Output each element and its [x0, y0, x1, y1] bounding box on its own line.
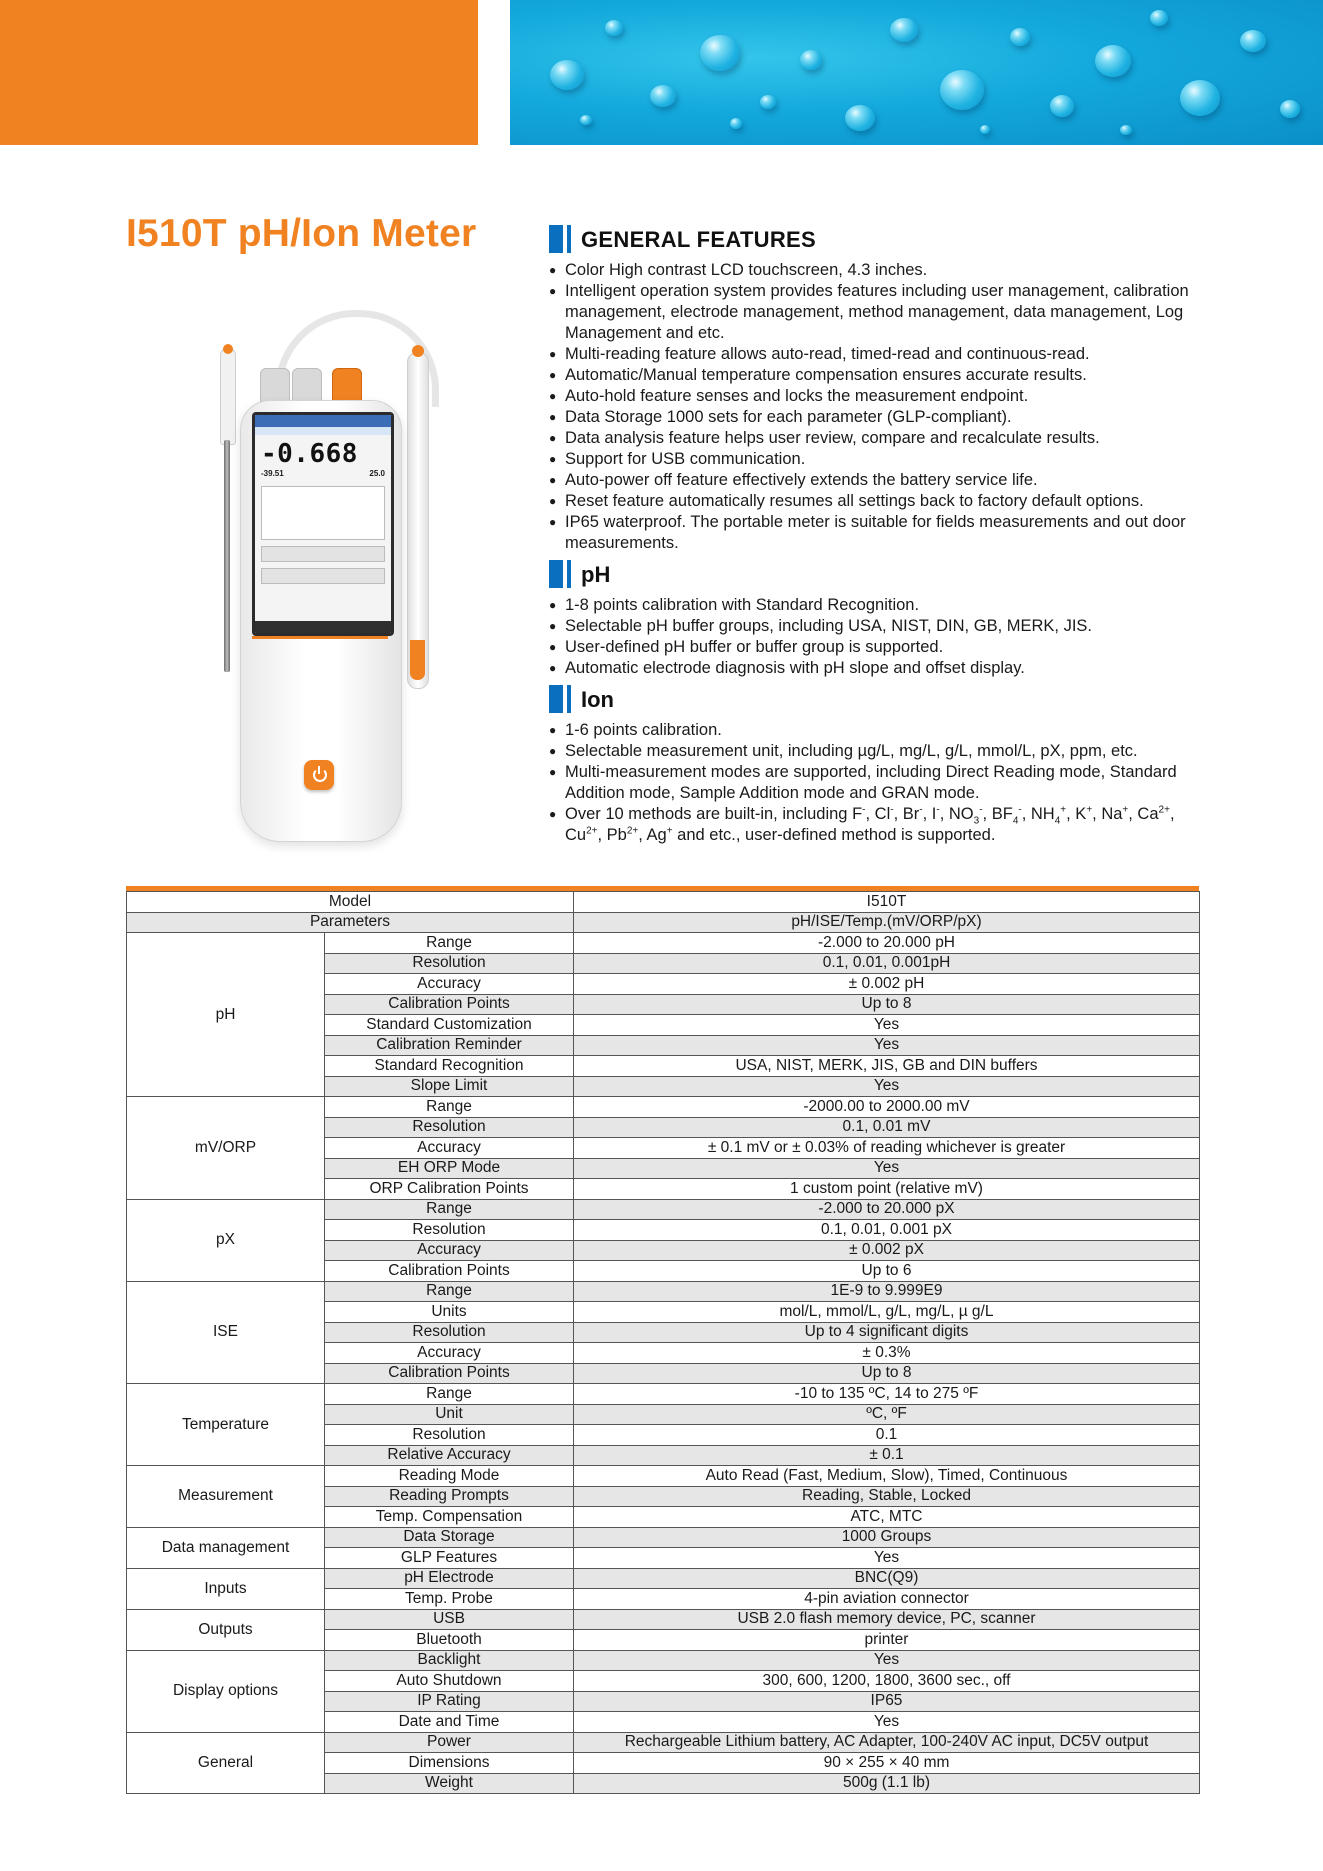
spec-value: USB 2.0 flash memory device, PC, scanner — [574, 1609, 1200, 1630]
spec-parameter: Accuracy — [325, 1138, 574, 1159]
spec-parameter: Auto Shutdown — [325, 1671, 574, 1692]
spec-group-label: pX — [127, 1199, 325, 1281]
parameters-value: pH/ISE/Temp.(mV/ORP/pX) — [574, 912, 1200, 933]
spec-parameter: Calibration Reminder — [325, 1035, 574, 1056]
list-item: ● Automatic/Manual temperature compensation ensures accurate results. — [549, 365, 1209, 386]
page-title: I510T pH/Ion Meter — [126, 212, 477, 255]
spec-group-label: Data management — [127, 1527, 325, 1568]
list-item: ● Data analysis feature helps user review, compare and recalculate results. — [549, 428, 1209, 449]
spec-parameter: EH ORP Mode — [325, 1158, 574, 1179]
list-item: ● Multi-reading feature allows auto-read, timed-read and continuous-read. — [549, 344, 1209, 365]
table-row — [127, 1568, 1200, 1589]
table-row — [127, 1466, 1200, 1487]
spec-value: 500g (1.1 lb) — [574, 1773, 1200, 1794]
model-label: Model — [127, 892, 574, 913]
screen-mv: -39.51 — [261, 469, 284, 478]
spec-value: Yes — [574, 1035, 1200, 1056]
list-item: ● Reset feature automatically resumes all settings back to factory default options. — [549, 491, 1209, 512]
water-droplets-banner — [510, 0, 1323, 145]
spec-group-label: General — [127, 1732, 325, 1794]
list-item: ● Color High contrast LCD touchscreen, 4.3 inches. — [549, 260, 1209, 281]
model-value: I510T — [574, 892, 1200, 913]
spec-parameter: Reading Mode — [325, 1466, 574, 1487]
spec-value: Up to 8 — [574, 994, 1200, 1015]
spec-group-label: Outputs — [127, 1609, 325, 1650]
spec-value: USA, NIST, MERK, JIS, GB and DIN buffers — [574, 1056, 1200, 1077]
power-icon — [304, 760, 334, 790]
list-item: ● Multi-measurement modes are supported, including Direct Reading mode, Standard Addition mode, Sample Addition mode and GRAN mode. — [549, 762, 1209, 804]
spec-parameter: Range — [325, 1097, 574, 1118]
features-column — [549, 225, 1209, 852]
spec-value: Up to 8 — [574, 1363, 1200, 1384]
ph-heading: pH — [549, 560, 1209, 588]
spec-parameter: Calibration Points — [325, 1363, 574, 1384]
spec-value: Yes — [574, 1650, 1200, 1671]
spec-parameter: Backlight — [325, 1650, 574, 1671]
spec-parameter: Standard Recognition — [325, 1056, 574, 1077]
spec-value: -10 to 135 ºC, 14 to 275 ºF — [574, 1384, 1200, 1405]
table-row — [127, 1199, 1200, 1220]
spec-value: 1 custom point (relative mV) — [574, 1179, 1200, 1200]
list-item: ● Intelligent operation system provides features including user management, calibration management, electrode management, method management, data management, Log Management and etc. — [549, 281, 1209, 344]
spec-value: Rechargeable Lithium battery, AC Adapter, 100-240V AC input, DC5V output — [574, 1732, 1200, 1753]
spec-value: 4-pin aviation connector — [574, 1589, 1200, 1610]
spec-value: 0.1, 0.01 mV — [574, 1117, 1200, 1138]
list-item: ● Data Storage 1000 sets for each parameter (GLP-compliant). — [549, 407, 1209, 428]
spec-group-label: pH — [127, 933, 325, 1097]
meter-screen — [252, 412, 394, 636]
spec-group-label: Temperature — [127, 1384, 325, 1466]
general-features-list — [549, 260, 1209, 554]
spec-parameter: Temp. Probe — [325, 1589, 574, 1610]
spec-value: 1E-9 to 9.999E9 — [574, 1281, 1200, 1302]
ion-features-list — [549, 720, 1209, 846]
spec-value: ± 0.3% — [574, 1343, 1200, 1364]
spec-parameter: Calibration Points — [325, 994, 574, 1015]
spec-value: -2000.00 to 2000.00 mV — [574, 1097, 1200, 1118]
spec-parameter: Reading Prompts — [325, 1486, 574, 1507]
spec-value: Reading, Stable, Locked — [574, 1486, 1200, 1507]
spec-group-label: Measurement — [127, 1466, 325, 1528]
spec-value: 1000 Groups — [574, 1527, 1200, 1548]
spec-parameter: Resolution — [325, 1425, 574, 1446]
spec-value: Yes — [574, 1158, 1200, 1179]
spec-value: 300, 600, 1200, 1800, 3600 sec., off — [574, 1671, 1200, 1692]
spec-parameter: Bluetooth — [325, 1630, 574, 1651]
spec-value: Yes — [574, 1015, 1200, 1036]
general-features-heading: GENERAL FEATURES — [549, 225, 1209, 253]
spec-value: 0.1 — [574, 1425, 1200, 1446]
spec-value: 0.1, 0.01, 0.001 pX — [574, 1220, 1200, 1241]
spec-parameter: Power — [325, 1732, 574, 1753]
spec-parameter: Range — [325, 933, 574, 954]
spec-value: Yes — [574, 1076, 1200, 1097]
spec-parameter: Accuracy — [325, 974, 574, 995]
spec-value: IP65 — [574, 1691, 1200, 1712]
list-item-methods: ● Over 10 methods are built-in, including F-, Cl-, Br-, I-, $NO_3^-$, $BF_4^-$, $NH_4^+$, K+, Na+, $Ca^{2+}$, $Cu^{2+}$, $Pb^{2+}$, Ag+ and etc., user-defined method is supported. — [549, 804, 1209, 846]
table-row — [127, 1384, 1200, 1405]
spec-value: Up to 6 — [574, 1261, 1200, 1282]
spec-value: ± 0.002 pH — [574, 974, 1200, 995]
list-item: ● Selectable measurement unit, including µg/L, mg/L, g/L, mmol/L, pX, ppm, etc. — [549, 741, 1209, 762]
spec-parameter: Range — [325, 1384, 574, 1405]
temperature-probe-rod — [224, 440, 230, 672]
spec-parameter: Slope Limit — [325, 1076, 574, 1097]
spec-parameter: Relative Accuracy — [325, 1445, 574, 1466]
ion-heading: Ion — [549, 685, 1209, 713]
table-row — [127, 1097, 1200, 1118]
spec-value: Yes — [574, 1712, 1200, 1733]
spec-parameter: Unit — [325, 1404, 574, 1425]
list-item: ● IP65 waterproof. The portable meter is suitable for fields measurements and out door measurements. — [549, 512, 1209, 554]
spec-value: ATC, MTC — [574, 1507, 1200, 1528]
spec-value: Up to 4 significant digits — [574, 1322, 1200, 1343]
spec-parameter: Weight — [325, 1773, 574, 1794]
spec-parameter: Range — [325, 1199, 574, 1220]
spec-parameter: Data Storage — [325, 1527, 574, 1548]
table-row — [127, 892, 1200, 913]
table-row — [127, 1609, 1200, 1630]
spec-table-section — [126, 886, 1199, 1794]
table-row — [127, 912, 1200, 933]
spec-parameter: Units — [325, 1302, 574, 1323]
parameters-label: Parameters — [127, 912, 574, 933]
spec-group-label: ISE — [127, 1281, 325, 1384]
spec-value: 0.1, 0.01, 0.001pH — [574, 953, 1200, 974]
spec-parameter: Accuracy — [325, 1343, 574, 1364]
spec-parameter: pH Electrode — [325, 1568, 574, 1589]
list-item: ● Auto-power off feature effectively extends the battery service life. — [549, 470, 1209, 491]
header-orange-block — [0, 0, 478, 145]
list-item: ● 1-8 points calibration with Standard Recognition. — [549, 595, 1209, 616]
spec-parameter: Standard Customization — [325, 1015, 574, 1036]
spec-parameter: Date and Time — [325, 1712, 574, 1733]
spec-parameter: Resolution — [325, 1117, 574, 1138]
spec-parameter: Dimensions — [325, 1753, 574, 1774]
spec-value: BNC(Q9) — [574, 1568, 1200, 1589]
spec-parameter: Temp. Compensation — [325, 1507, 574, 1528]
spec-parameter: Calibration Points — [325, 1261, 574, 1282]
spec-parameter: USB — [325, 1609, 574, 1630]
spec-value: mol/L, mmol/L, g/L, mg/L, µ g/L — [574, 1302, 1200, 1323]
spec-value: ± 0.002 pX — [574, 1240, 1200, 1261]
spec-parameter: Range — [325, 1281, 574, 1302]
spec-parameter: Accuracy — [325, 1240, 574, 1261]
ph-features-list — [549, 595, 1209, 679]
table-row — [127, 1527, 1200, 1548]
spec-value: ± 0.1 — [574, 1445, 1200, 1466]
table-row — [127, 933, 1200, 954]
spec-table — [126, 891, 1200, 1794]
spec-value: -2.000 to 20.000 pH — [574, 933, 1200, 954]
spec-parameter: GLP Features — [325, 1548, 574, 1569]
product-image-meter — [200, 300, 450, 850]
spec-value: ± 0.1 mV or ± 0.03% of reading whichever is greater — [574, 1138, 1200, 1159]
list-item: ● 1-6 points calibration. — [549, 720, 1209, 741]
spec-parameter: Resolution — [325, 1220, 574, 1241]
spec-value: Yes — [574, 1548, 1200, 1569]
spec-value: -2.000 to 20.000 pX — [574, 1199, 1200, 1220]
spec-parameter: Resolution — [325, 1322, 574, 1343]
spec-parameter: Resolution — [325, 953, 574, 974]
screen-temp: 25.0 — [369, 469, 385, 478]
spec-value: Auto Read (Fast, Medium, Slow), Timed, Continuous — [574, 1466, 1200, 1487]
list-item: ● Auto-hold feature senses and locks the measurement endpoint. — [549, 386, 1209, 407]
spec-group-label: mV/ORP — [127, 1097, 325, 1200]
spec-group-label: Inputs — [127, 1568, 325, 1609]
list-item: ● Selectable pH buffer groups, including USA, NIST, DIN, GB, MERK, JIS. — [549, 616, 1209, 637]
list-item: ● Automatic electrode diagnosis with pH slope and offset display. — [549, 658, 1209, 679]
list-item: ● User-defined pH buffer or buffer group is supported. — [549, 637, 1209, 658]
table-row — [127, 1281, 1200, 1302]
screen-reading: -0.668 — [261, 439, 358, 469]
ph-electrode — [407, 352, 429, 689]
table-row — [127, 1732, 1200, 1753]
spec-parameter: IP Rating — [325, 1691, 574, 1712]
spec-value: ºC, ºF — [574, 1404, 1200, 1425]
table-row — [127, 1650, 1200, 1671]
spec-parameter: ORP Calibration Points — [325, 1179, 574, 1200]
list-item: ● Support for USB communication. — [549, 449, 1209, 470]
temperature-probe — [220, 348, 236, 445]
spec-value: 90 × 255 × 40 mm — [574, 1753, 1200, 1774]
spec-value: printer — [574, 1630, 1200, 1651]
spec-group-label: Display options — [127, 1650, 325, 1732]
